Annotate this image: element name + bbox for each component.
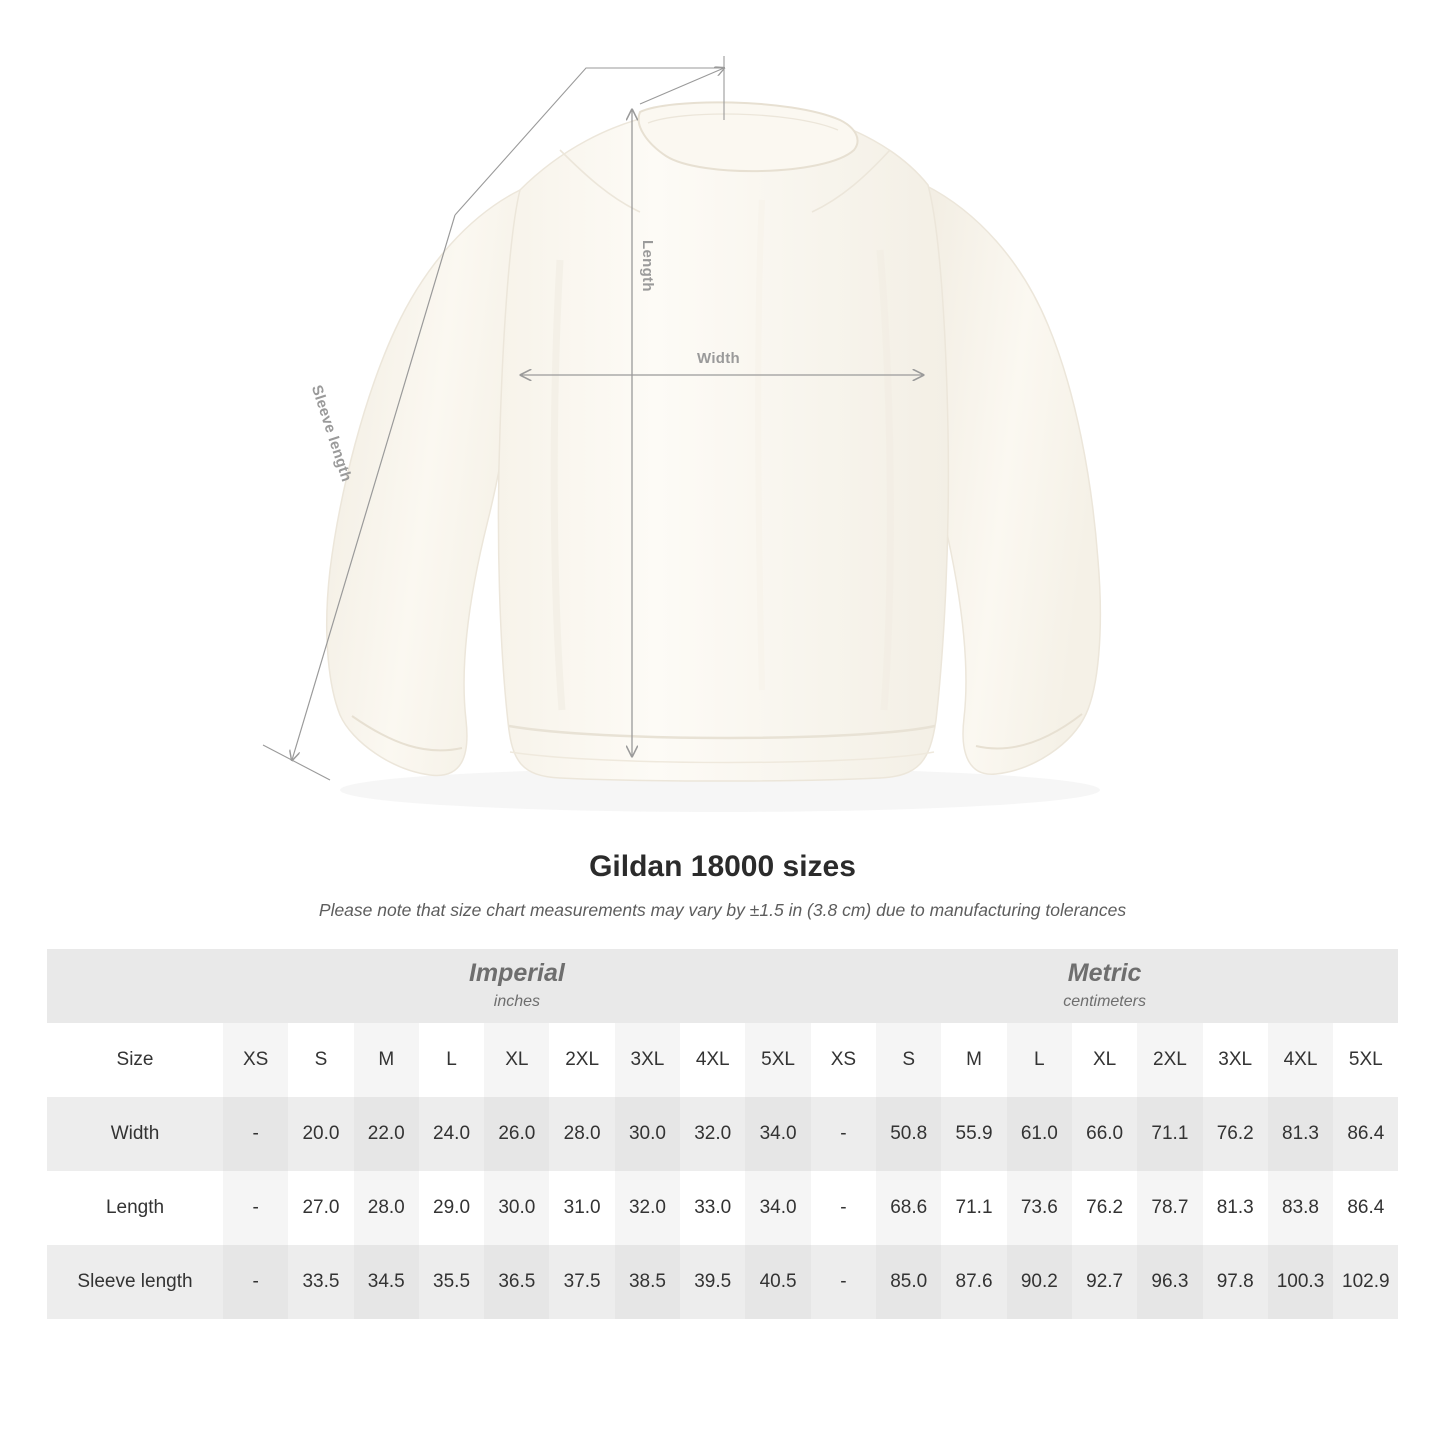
- cell-length-met-2xl: 78.7: [1137, 1171, 1202, 1245]
- cell-width-met-m: 55.9: [941, 1097, 1006, 1171]
- header-metric-xs: XS: [811, 1023, 876, 1097]
- cell-length-imp-3xl: 32.0: [615, 1171, 680, 1245]
- unit-imperial-sub: inches: [493, 992, 541, 1010]
- header-metric-s: S: [876, 1023, 941, 1097]
- row-label-width: Width: [47, 1097, 223, 1171]
- header-metric-2xl: 2XL: [1137, 1023, 1202, 1097]
- header-metric-l: L: [1007, 1023, 1072, 1097]
- cell-width-imp-xs: -: [223, 1097, 288, 1171]
- size-table: [47, 949, 1398, 1319]
- header-imperial-5xl: 5XL: [745, 1023, 810, 1097]
- cell-length-met-s: 68.6: [876, 1171, 941, 1245]
- size-header-row: [47, 1023, 1398, 1097]
- unit-metric: [811, 949, 1399, 1023]
- cell-sleeve-met-m: 87.6: [941, 1245, 1006, 1319]
- cell-width-imp-5xl: 34.0: [745, 1097, 810, 1171]
- header-imperial-3xl: 3XL: [615, 1023, 680, 1097]
- tolerance-note: Please note that size chart measurements may vary by ±1.5 in (3.8 cm) due to manufacturing tolerances: [318, 900, 1127, 920]
- cell-length-met-3xl: 81.3: [1203, 1171, 1268, 1245]
- title-block: [0, 850, 1445, 921]
- cell-sleeve-met-s: 85.0: [876, 1245, 941, 1319]
- cell-sleeve-imp-xl: 36.5: [484, 1245, 549, 1319]
- header-imperial-m: M: [354, 1023, 419, 1097]
- cell-width-imp-l: 24.0: [419, 1097, 484, 1171]
- cell-width-imp-s: 20.0: [288, 1097, 353, 1171]
- cell-sleeve-met-3xl: 97.8: [1203, 1245, 1268, 1319]
- cell-sleeve-imp-4xl: 39.5: [680, 1245, 745, 1319]
- cell-length-met-m: 71.1: [941, 1171, 1006, 1245]
- header-metric-m: M: [941, 1023, 1006, 1097]
- cell-width-met-xs: -: [811, 1097, 876, 1171]
- cell-sleeve-imp-s: 33.5: [288, 1245, 353, 1319]
- cell-width-met-3xl: 76.2: [1203, 1097, 1268, 1171]
- cell-width-imp-3xl: 30.0: [615, 1097, 680, 1171]
- cell-width-met-5xl: 86.4: [1333, 1097, 1398, 1171]
- table-row-length: [47, 1171, 1398, 1245]
- width-dimension-label: Width: [697, 350, 741, 367]
- cell-width-met-4xl: 81.3: [1268, 1097, 1333, 1171]
- cell-sleeve-met-l: 90.2: [1007, 1245, 1072, 1319]
- cell-sleeve-imp-l: 35.5: [419, 1245, 484, 1319]
- size-table-container: [0, 949, 1445, 1319]
- cell-width-met-xl: 66.0: [1072, 1097, 1137, 1171]
- cell-sleeve-met-xs: -: [811, 1245, 876, 1319]
- sleeve-length-dimension-label: Sleeve length: [307, 383, 356, 484]
- table-row-width: [47, 1097, 1398, 1171]
- row-label-sleeve-length: Sleeve length: [47, 1245, 223, 1319]
- header-imperial-2xl: 2XL: [549, 1023, 614, 1097]
- cell-width-imp-xl: 26.0: [484, 1097, 549, 1171]
- cell-sleeve-met-xl: 92.7: [1072, 1245, 1137, 1319]
- cell-width-imp-m: 22.0: [354, 1097, 419, 1171]
- cell-sleeve-imp-3xl: 38.5: [615, 1245, 680, 1319]
- cell-width-met-l: 61.0: [1007, 1097, 1072, 1171]
- cell-length-met-xl: 76.2: [1072, 1171, 1137, 1245]
- cell-sleeve-imp-xs: -: [223, 1245, 288, 1319]
- header-size: Size: [47, 1023, 223, 1097]
- cell-sleeve-met-4xl: 100.3: [1268, 1245, 1333, 1319]
- cell-width-met-2xl: 71.1: [1137, 1097, 1202, 1171]
- cell-length-met-5xl: 86.4: [1333, 1171, 1398, 1245]
- header-metric-4xl: 4XL: [1268, 1023, 1333, 1097]
- cell-length-imp-s: 27.0: [288, 1171, 353, 1245]
- header-imperial-4xl: 4XL: [680, 1023, 745, 1097]
- cell-width-met-s: 50.8: [876, 1097, 941, 1171]
- cell-length-imp-5xl: 34.0: [745, 1171, 810, 1245]
- cell-length-imp-l: 29.0: [419, 1171, 484, 1245]
- cell-length-met-4xl: 83.8: [1268, 1171, 1333, 1245]
- header-metric-5xl: 5XL: [1333, 1023, 1398, 1097]
- unit-header-row: [47, 949, 1398, 1023]
- cell-sleeve-imp-m: 34.5: [354, 1245, 419, 1319]
- header-imperial-l: L: [419, 1023, 484, 1097]
- page-title: Gildan 18000 sizes: [589, 850, 856, 883]
- row-label-length: Length: [47, 1171, 223, 1245]
- unit-imperial: [223, 949, 811, 1023]
- cell-sleeve-met-2xl: 96.3: [1137, 1245, 1202, 1319]
- cell-sleeve-imp-5xl: 40.5: [745, 1245, 810, 1319]
- cell-length-imp-2xl: 31.0: [549, 1171, 614, 1245]
- cell-length-imp-4xl: 33.0: [680, 1171, 745, 1245]
- cell-length-met-l: 73.6: [1007, 1171, 1072, 1245]
- cell-width-imp-2xl: 28.0: [549, 1097, 614, 1171]
- header-metric-3xl: 3XL: [1203, 1023, 1268, 1097]
- header-metric-xl: XL: [1072, 1023, 1137, 1097]
- header-imperial-xl: XL: [484, 1023, 549, 1097]
- cell-width-imp-4xl: 32.0: [680, 1097, 745, 1171]
- unit-metric-sub: centimeters: [1063, 992, 1146, 1010]
- cell-length-met-xs: -: [811, 1171, 876, 1245]
- unit-spacer: [47, 949, 223, 1023]
- header-imperial-s: S: [288, 1023, 353, 1097]
- length-dimension-label: Length: [639, 240, 656, 292]
- unit-metric-name: Metric: [1067, 959, 1142, 988]
- table-row-sleeve-length: [47, 1245, 1398, 1319]
- cell-length-imp-m: 28.0: [354, 1171, 419, 1245]
- unit-imperial-name: Imperial: [468, 959, 565, 988]
- header-imperial-xs: XS: [223, 1023, 288, 1097]
- cell-sleeve-met-5xl: 102.9: [1333, 1245, 1398, 1319]
- cell-length-imp-xs: -: [223, 1171, 288, 1245]
- cell-sleeve-imp-2xl: 37.5: [549, 1245, 614, 1319]
- cell-length-imp-xl: 30.0: [484, 1171, 549, 1245]
